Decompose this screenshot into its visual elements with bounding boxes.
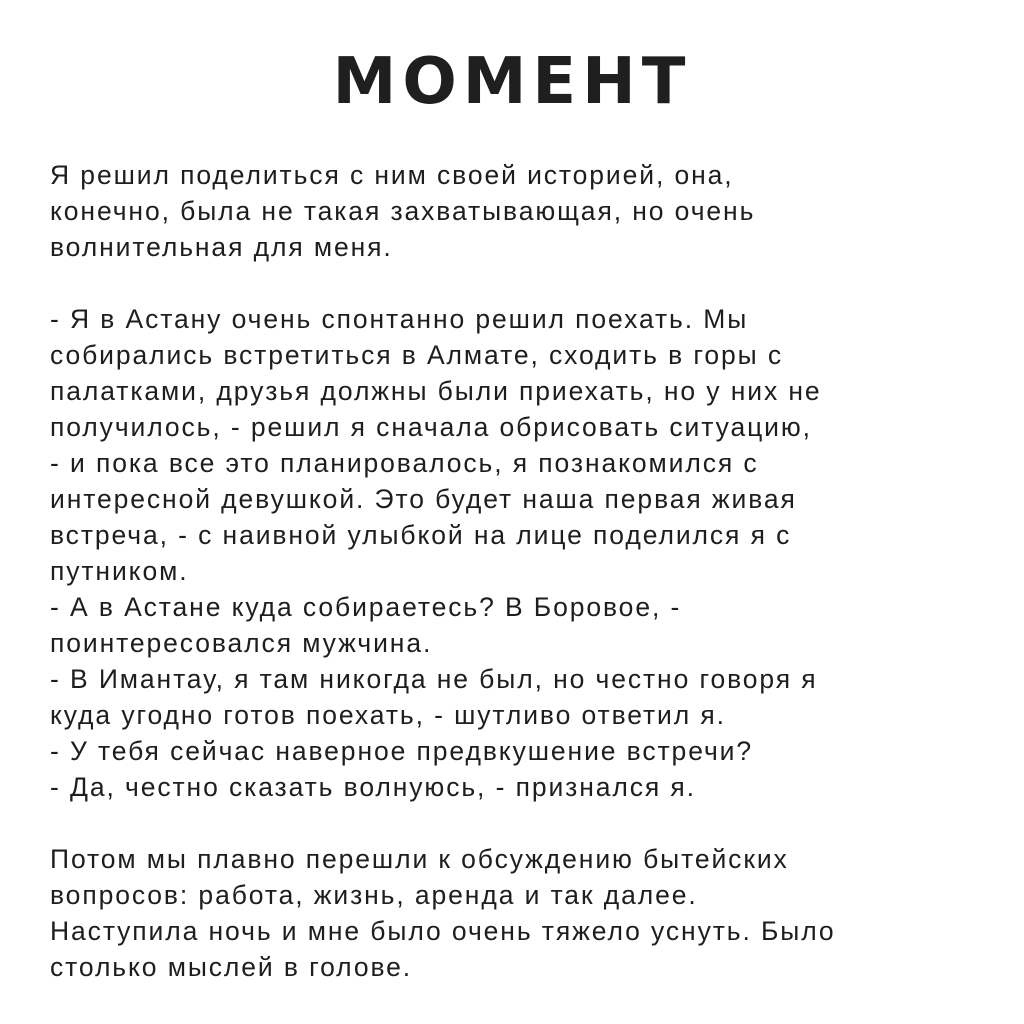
text-line: палатками, друзья должны были приехать, но у них не [50, 376, 822, 406]
text-line: получилось, - решил я сначала обрисовать ситуацию, [50, 412, 812, 442]
text-line: волнительная для меня. [50, 232, 393, 262]
text-line: столько мыслей в голове. [50, 952, 413, 982]
text-line: путником. [50, 556, 189, 586]
page-title: МОМЕНТ [332, 45, 692, 119]
paragraph-gap [50, 805, 1010, 841]
text-line: конечно, была не такая захватывающая, но очень [50, 196, 756, 226]
paragraph-dialogue [50, 301, 1010, 805]
text-line: - и пока все это планировалось, я познакомился с [50, 448, 759, 478]
text-line: встреча, - с наивной улыбкой на лице поделился я с [50, 520, 792, 550]
text-line: собирались встретиться в Алмате, сходить в горы с [50, 340, 783, 370]
text-line: поинтересовался мужчина. [50, 628, 433, 658]
text-line: - Я в Астану очень спонтанно решил поехать. Мы [50, 304, 749, 334]
story-text [50, 157, 1010, 985]
paragraph-outro [50, 841, 1010, 985]
paragraph-intro [50, 157, 1010, 265]
text-line: вопросов: работа, жизнь, аренда и так далее. [50, 880, 698, 910]
text-line: Я решил поделиться с ним своей историей, она, [50, 160, 734, 190]
text-line: Потом мы плавно перешли к обсуждению бытейских [50, 844, 789, 874]
text-line: - А в Астане куда собираетесь? В Боровое, - [50, 592, 682, 622]
text-line: Наступила ночь и мне было очень тяжело уснуть. Было [50, 916, 836, 946]
text-line: куда угодно готов поехать, - шутливо ответил я. [50, 700, 726, 730]
text-line: - У тебя сейчас наверное предвкушение встречи? [50, 736, 753, 766]
text-line: - Да, честно сказать волнуюсь, - признался я. [50, 772, 696, 802]
text-line: интересной девушкой. Это будет наша первая живая [50, 484, 797, 514]
paragraph-gap [50, 265, 1010, 301]
text-line: - В Имантау, я там никогда не был, но честно говоря я [50, 664, 818, 694]
